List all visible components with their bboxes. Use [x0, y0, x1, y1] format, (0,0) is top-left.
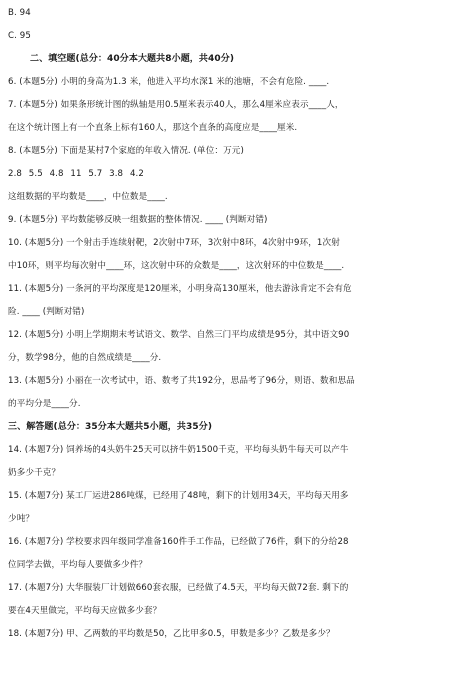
question-8-line-1: 8. (本题5分) 下面是某村7个家庭的年收入情况. (单位：万元)	[8, 146, 244, 156]
section-heading-fill-in: 二、填空题(总分：40分本大题共8小题，共40分)	[30, 54, 235, 64]
option-c: C. 95	[8, 31, 31, 41]
option-b: B. 94	[8, 8, 31, 18]
question-12-line-2: 分，数学98分，他的自然成绩是____分.	[8, 353, 162, 363]
question-10-line-2: 中10环，则平均每次射中____环，这次射中环的众数是____，这次射环的中位数是____.	[8, 261, 345, 271]
question-18: 18. (本题7分) 甲、乙两数的平均数是50，乙比甲多0.5，甲数是多少？乙数是多少？	[8, 629, 335, 639]
question-7-line-1: 7. (本题5分) 如果条形统计图的纵轴是用0.5厘米表示40人，那么4厘米应表示____人，	[8, 100, 344, 110]
question-15-line-2: 少吨？	[8, 514, 35, 524]
question-12-line-1: 12. (本题5分) 小明上学期期末考试语文、数学、自然三门平均成绩是95分，其中语文90	[8, 330, 350, 340]
question-10-line-1: 10. (本题5分) 一个射击手连续射靶，2次射中7环，3次射中8环，4次射中9环，1次射	[8, 238, 340, 248]
question-14-line-2: 奶多少千克？	[8, 468, 61, 478]
question-16-line-1: 16. (本题7分) 学校要求四年级同学准备160件手工作品，已经做了76件，剩下的分给28	[8, 537, 349, 547]
question-17-line-2: 要在4天里做完，平均每天应做多少套？	[8, 606, 162, 616]
question-16-line-2: 位同学去做，平均每人要做多少件？	[8, 560, 148, 570]
question-14-line-1: 14. (本题7分) 饲养场的4头奶牛25天可以挤牛奶1500千克，平均每头奶牛每天可以产牛	[8, 445, 349, 455]
question-9: 9. (本题5分) 平均数能够反映一组数据的整体情况. ____ (判断对错)	[8, 215, 268, 225]
question-13-line-1: 13. (本题5分) 小丽在一次考试中，语、数考了共192分，思品考了96分，则语、数和思品	[8, 376, 355, 386]
question-11-line-1: 11. (本题5分) 一条河的平均深度是120厘米，小明身高130厘米，他去游泳肯定不会有危	[8, 284, 352, 294]
question-15-line-1: 15. (本题7分) 某工厂运进286吨煤，已经用了48吨，剩下的计划用34天，平均每天用多	[8, 491, 349, 501]
question-11-line-2: 险. ____ (判断对错)	[8, 307, 85, 317]
question-13-line-2: 的平均分是____分.	[8, 399, 81, 409]
question-17-line-1: 17. (本题7分) 大华服装厂计划做660套衣服，已经做了4.5天，平均每天做72套. 剩下的	[8, 583, 349, 593]
question-6: 6. (本题5分) 小明的身高为1.3 米，他进入平均水深1 米的池塘，不会有危险. ____.	[8, 77, 330, 87]
question-7-line-2: 在这个统计图上有一个直条上标有160人，那这个直条的高度应是____厘米.	[8, 123, 298, 133]
section-heading-solve: 三、解答题(总分：35分本大题共5小题，共35分)	[8, 422, 213, 432]
question-8-line-3: 这组数据的平均数是____，中位数是____.	[8, 192, 168, 202]
question-8-data: 2.8 5.5 4.8 11 5.7 3.8 4.2	[8, 169, 144, 179]
